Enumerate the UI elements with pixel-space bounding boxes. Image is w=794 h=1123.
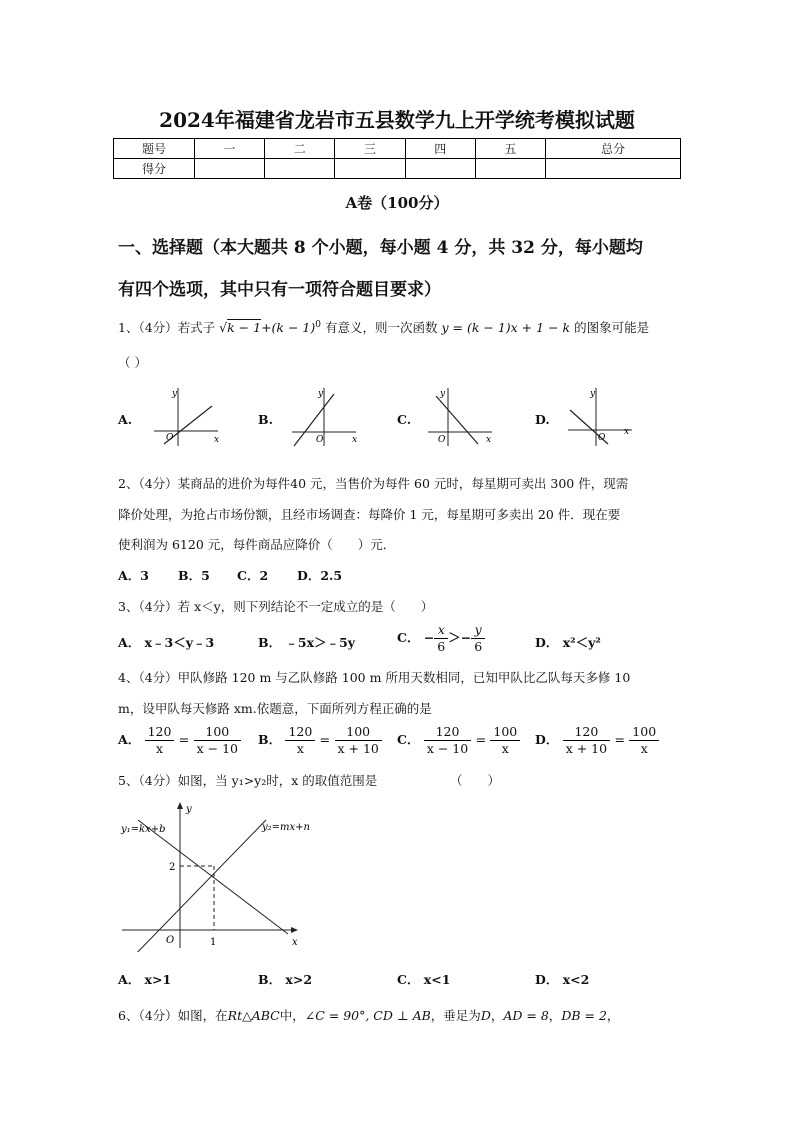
- q4-c-frac-2: [490, 724, 520, 757]
- q6-comma-2: ，: [548, 1008, 562, 1023]
- q3-c-left-sign: −: [423, 630, 435, 645]
- score-cell[interactable]: [475, 159, 545, 179]
- q5-option-b[interactable]: B． x>2: [258, 972, 313, 987]
- q1a-axis-y: y: [172, 389, 178, 399]
- q1d-axis-y: y: [590, 389, 596, 399]
- q1b-axis-x: x: [352, 435, 358, 445]
- q5-paren: （ ）: [450, 773, 501, 788]
- score-header-cell: 题号: [114, 139, 195, 159]
- q2-option-a[interactable]: A．3: [118, 568, 149, 583]
- q5-origin-label: O: [166, 935, 175, 946]
- q1b-axis-y: y: [318, 389, 324, 399]
- q5-line-y1: [138, 820, 288, 934]
- q4-b-d1: x: [296, 741, 304, 756]
- q4-a-n1: 120: [145, 724, 175, 741]
- q6-comma-1: ，: [490, 1008, 504, 1023]
- part1-heading-line2: 有四个选项，其中只有一项符合题目要求）: [118, 280, 441, 300]
- q1-option-b-label[interactable]: B.: [258, 412, 273, 427]
- q1-option-b-graph[interactable]: [290, 384, 362, 448]
- q4-b-d2: x + 10: [337, 741, 379, 756]
- q1-option-c-label[interactable]: C.: [397, 412, 412, 427]
- q2-line1: 2、（4分）某商品的进价为每件40 元，当售价为每件 60 元时，每星期可卖出 300 件，现需: [118, 476, 629, 491]
- q3-c-mid: ＞−: [448, 630, 472, 645]
- q1-plus-expr: +(k − 1): [261, 320, 316, 335]
- score-cell[interactable]: [195, 159, 265, 179]
- q3-c-num-2: y: [471, 622, 485, 639]
- q5-graph: [118, 800, 318, 952]
- q2-option-c[interactable]: C．2: [237, 568, 269, 583]
- q5-tick-y-label: 2: [169, 862, 176, 873]
- part1-heading-line1: 一、选择题（本大题共 8 个小题，每小题 4 分，共 32 分，每小题均: [118, 238, 643, 258]
- q2-option-b[interactable]: B．5: [178, 568, 210, 583]
- q1-sqrt: √k − 1: [219, 320, 262, 335]
- q1-option-c-graph[interactable]: [426, 384, 498, 448]
- q4-a-eq: =: [178, 732, 190, 747]
- q4-d-frac-1: [563, 724, 610, 757]
- q3-text: 3、（4分）若 x＜y，则下列结论不一定成立的是（ ）: [118, 599, 434, 614]
- q4-c-n1: 120: [424, 724, 471, 741]
- section-title: A卷（100分）: [345, 194, 449, 212]
- q3-option-a[interactable]: A． x﹣3＜y﹣3: [118, 635, 215, 650]
- q3-option-d[interactable]: D． x²＜y²: [535, 635, 601, 650]
- question-6: [118, 1006, 619, 1024]
- q6-ad: AD = 8: [503, 1008, 549, 1023]
- q1-sqrt-expr: k − 1: [227, 320, 262, 335]
- score-cell[interactable]: [265, 159, 335, 179]
- q6-db: DB = 2: [561, 1008, 607, 1023]
- score-header-cell: 四: [405, 139, 475, 159]
- question-1: [118, 318, 649, 336]
- q4-c-eq: =: [475, 732, 487, 747]
- q4-d-d1: x + 10: [565, 741, 608, 756]
- q4-c-frac-1: [424, 724, 471, 757]
- q3-c-frac-2: [471, 622, 485, 655]
- q5-option-d[interactable]: D． x<2: [535, 972, 590, 987]
- q4-d-eq: =: [614, 732, 625, 747]
- q4-d-n1: 120: [563, 724, 610, 741]
- q6-condition: ∠C = 90°, CD ⊥ AB: [304, 1008, 431, 1023]
- q4-a-frac-1: [145, 724, 175, 757]
- q5-option-a[interactable]: A． x>1: [118, 972, 172, 987]
- q1-middle: 有意义，则一次函数: [324, 320, 438, 335]
- score-header-cell: 二: [265, 139, 335, 159]
- q4-option-c[interactable]: [397, 724, 520, 757]
- score-header-cell: 三: [335, 139, 405, 159]
- q5-text: 5、（4分）如图，当 y₁>y₂时，x 的取值范围是: [118, 773, 378, 788]
- score-header-cell: 五: [475, 139, 545, 159]
- score-cell[interactable]: [405, 159, 475, 179]
- q3-option-c[interactable]: [397, 622, 485, 655]
- q5-y1-label: y₁=kx+b: [121, 824, 166, 835]
- q1-exponent: 0: [315, 319, 321, 330]
- q1-option-d-label[interactable]: D.: [535, 412, 550, 427]
- q4-b-frac-1: [285, 724, 315, 757]
- score-cell[interactable]: [546, 159, 681, 179]
- q4-b-n1: 120: [285, 724, 315, 741]
- q4-line1: 4、（4分）甲队修路 120 m 与乙队修路 100 m 所用天数相同，已知甲队比乙队每天多修 10: [118, 670, 631, 685]
- q4-d-frac-2: [629, 724, 659, 757]
- q4-d-label: D．: [535, 732, 559, 747]
- q5-tick-x-label: 1: [210, 937, 217, 948]
- q4-c-n2: 100: [490, 724, 520, 741]
- q4-c-d2: x: [501, 741, 509, 756]
- q1a-axis-x: x: [214, 435, 220, 445]
- q4-a-frac-2: [194, 724, 241, 757]
- q4-b-frac-2: [335, 724, 382, 757]
- q5-option-c[interactable]: C． x<1: [397, 972, 451, 987]
- q1b-origin: O: [316, 435, 324, 445]
- score-table-header-row: [114, 139, 681, 159]
- q4-d-d2: x: [640, 741, 648, 756]
- q1d-axis-x: x: [624, 427, 630, 437]
- q3-option-c-label: C．: [397, 630, 420, 645]
- q3-c-den-2: 6: [474, 639, 483, 654]
- q1-paren: （ ）: [118, 355, 147, 370]
- q1c-axis-x: x: [486, 435, 492, 445]
- q1-option-a-graph[interactable]: [152, 384, 224, 448]
- q5-line-y2: [130, 820, 266, 952]
- q4-option-b[interactable]: [258, 724, 382, 757]
- q4-line2: m，设甲队每天修路 xm.依题意，下面所列方程正确的是: [118, 701, 432, 716]
- q3-c-den-1: 6: [437, 639, 446, 654]
- score-row-label: 得分: [114, 159, 195, 179]
- q4-option-a[interactable]: [118, 724, 241, 757]
- q1-option-a-label[interactable]: A.: [118, 412, 133, 427]
- q3-option-b[interactable]: B． ﹣5x＞﹣5y: [258, 635, 356, 650]
- q5-axis-y-label: y: [186, 804, 192, 815]
- q6-after: ，垂足为: [430, 1008, 481, 1023]
- q4-option-d[interactable]: [535, 724, 659, 757]
- score-header-cell: 总分: [546, 139, 681, 159]
- score-table-score-row: [114, 159, 681, 179]
- q4-b-label: B．: [258, 732, 282, 747]
- q6-mid: 中，: [279, 1008, 305, 1023]
- q2-option-d[interactable]: D．2.5: [297, 568, 343, 583]
- q6-triangle: Rt△ABC: [227, 1008, 280, 1023]
- q5-x-arrow: [291, 927, 298, 933]
- q4-a-n2: 100: [194, 724, 241, 741]
- q4-b-eq: =: [319, 732, 331, 747]
- q1-suffix: 的图象可能是: [574, 320, 650, 335]
- q1a-origin: O: [166, 433, 174, 443]
- q1c-axis-y: y: [440, 389, 446, 399]
- q4-c-label: C．: [397, 732, 420, 747]
- q5-y-arrow: [177, 802, 183, 809]
- score-table: [113, 138, 681, 179]
- q1-prefix: 1、（4分）若式子: [118, 320, 216, 335]
- q3-c-num-1: x: [434, 622, 448, 639]
- q1-function: y = (k − 1)x + 1 − k: [441, 320, 571, 335]
- q4-d-n2: 100: [629, 724, 659, 741]
- q4-a-d2: x − 10: [196, 741, 239, 756]
- q1c-origin: O: [438, 435, 446, 445]
- q5-y2-label: y₂=mx+n: [262, 822, 310, 833]
- q2-line2: 降价处理，为抢占市场份额，且经市场调查：每降价 1 元，每星期可多卖出 20 件．现在要: [118, 507, 621, 522]
- q6-tail: ，: [606, 1008, 620, 1023]
- q4-a-d1: x: [155, 741, 164, 756]
- q4-b-n2: 100: [335, 724, 382, 741]
- q6-point-d: D: [480, 1008, 491, 1023]
- score-header-cell: 一: [195, 139, 265, 159]
- score-cell[interactable]: [335, 159, 405, 179]
- exam-title: 2024年福建省龙岩市五县数学九上开学统考模拟试题: [159, 108, 635, 132]
- q5-axis-x-label: x: [292, 937, 298, 948]
- q4-c-d1: x − 10: [426, 741, 469, 756]
- q4-a-label: A．: [118, 732, 141, 747]
- q1-option-d-graph[interactable]: [566, 384, 638, 448]
- q3-c-frac-1: [434, 622, 448, 655]
- q1d-origin: O: [598, 433, 606, 443]
- q6-prefix: 6、（4分）如图，在: [118, 1008, 228, 1023]
- q2-line3: 使利润为 6120 元，每件商品应降价（ ）元．: [118, 537, 396, 552]
